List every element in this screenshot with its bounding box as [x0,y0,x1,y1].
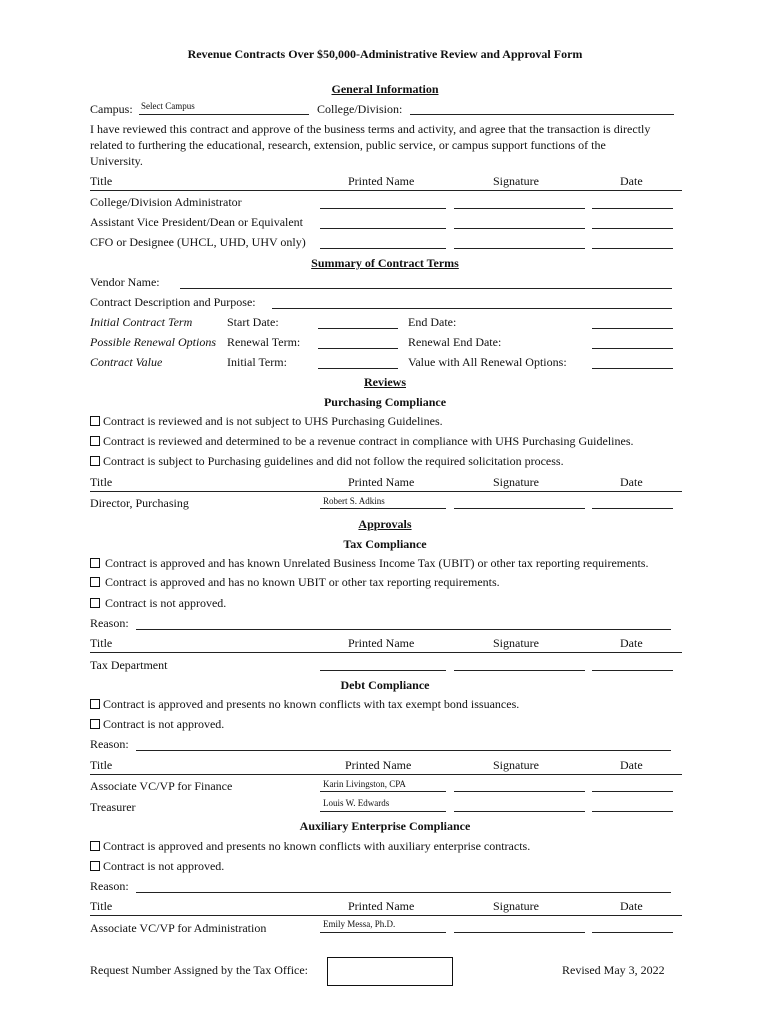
checkbox-label: Contract is approved and has no known UBIT or other tax reporting requirements. [105,575,500,589]
tax-heading: Tax Compliance [343,537,427,551]
checkbox-label: Contract is not approved. [103,859,225,873]
initial-term-value-field[interactable] [318,368,398,369]
value-all-label: Value with All Renewal Options: [408,355,567,369]
signature-field[interactable] [454,932,585,933]
date-field[interactable] [592,248,673,249]
date-field[interactable] [592,811,673,812]
renewal-options-label: Possible Renewal Options [90,335,216,349]
form-title: Revenue Contracts Over $50,000-Administrative Review and Approval Form [187,47,583,61]
checkbox-label: Contract is reviewed and is not subject to UHS Purchasing Guidelines. [103,414,443,428]
row-title: CFO or Designee (UHCL, UHD, UHV only) [90,235,306,249]
reason-field[interactable] [136,629,671,630]
date-field[interactable] [592,228,673,229]
statement-line-2: related to furthering the educational, research, extension, public service, or campus support functions of the [90,138,606,152]
row-title: Associate VC/VP for Finance [90,779,233,793]
campus-label: Campus: [90,102,133,116]
general-heading: General Information [331,82,439,96]
date-field[interactable] [592,932,673,933]
printed-name-field[interactable] [320,932,446,933]
col-signature-header: Signature [493,899,539,913]
statement-line-3: University. [90,154,143,168]
printed-name-field[interactable] [320,208,446,209]
row-title: College/Division Administrator [90,195,242,209]
printed-name-field[interactable] [320,508,446,509]
col-signature-header: Signature [493,758,539,772]
col-date-header: Date [620,636,643,650]
reason-label: Reason: [90,737,129,751]
summary-heading: Summary of Contract Terms [311,256,459,270]
col-date-header: Date [620,899,643,913]
printed-name-field[interactable] [320,670,446,671]
printed-name-field[interactable] [320,811,446,812]
row-title: Director, Purchasing [90,496,189,510]
campus-select[interactable]: Select Campus [141,101,195,111]
date-field[interactable] [592,670,673,671]
header-rule [90,491,682,492]
col-title-header: Title [90,899,113,913]
request-number-input[interactable] [327,957,453,986]
end-date-label: End Date: [408,315,457,329]
checkbox[interactable] [90,456,100,466]
checkbox[interactable] [90,861,100,871]
printed-name-value: Louis W. Edwards [323,798,390,808]
col-title-header: Title [90,636,113,650]
vendor-field[interactable] [180,288,672,289]
col-printed-header: Printed Name [348,174,415,188]
start-date-field[interactable] [318,328,398,329]
initial-term-label: Initial Contract Term [90,315,193,329]
checkbox[interactable] [90,841,100,851]
description-field[interactable] [272,308,672,309]
col-signature-header: Signature [493,174,539,188]
value-all-field[interactable] [592,368,673,369]
signature-field[interactable] [454,670,585,671]
printed-name-value: Karin Livingston, CPA [323,779,406,789]
checkbox[interactable] [90,598,100,608]
date-field[interactable] [592,508,673,509]
signature-field[interactable] [454,248,585,249]
checkbox[interactable] [90,436,100,446]
checkbox[interactable] [90,558,100,568]
col-title-header: Title [90,475,113,489]
debt-heading: Debt Compliance [340,678,430,692]
approvals-heading: Approvals [358,517,412,531]
vendor-label: Vendor Name: [90,275,160,289]
printed-name-value: Emily Messa, Ph.D. [323,919,396,929]
header-rule [90,652,682,653]
statement-line-1: I have reviewed this contract and approve of the business terms and activity, and agree that the transaction is directly [90,122,651,136]
header-rule [90,915,682,916]
row-title: Tax Department [90,658,168,672]
initial-term-value-label: Initial Term: [227,355,287,369]
reason-field[interactable] [136,750,671,751]
printed-name-field[interactable] [320,228,446,229]
signature-field[interactable] [454,791,585,792]
col-date-header: Date [620,475,643,489]
row-title: Associate VC/VP for Administration [90,921,267,935]
col-printed-header: Printed Name [345,758,412,772]
col-date-header: Date [620,174,643,188]
start-date-label: Start Date: [227,315,279,329]
date-field[interactable] [592,791,673,792]
checkbox[interactable] [90,719,100,729]
col-date-header: Date [620,758,643,772]
signature-field[interactable] [454,228,585,229]
checkbox-label: Contract is reviewed and determined to be a revenue contract in compliance with UHS Purchasing Guidelines. [103,434,634,448]
header-rule [90,774,682,775]
col-printed-header: Printed Name [348,475,415,489]
col-printed-header: Printed Name [348,899,415,913]
checkbox-label: Contract is approved and has known Unrelated Business Income Tax (UBIT) or other tax reporting requirements. [105,556,649,570]
description-label: Contract Description and Purpose: [90,295,256,309]
campus-field-line [139,114,309,115]
purchasing-heading: Purchasing Compliance [323,395,447,409]
col-signature-header: Signature [493,475,539,489]
checkbox[interactable] [90,416,100,426]
revised-date: Revised May 3, 2022 [562,963,665,977]
checkbox[interactable] [90,577,100,587]
contract-value-label: Contract Value [90,355,163,369]
reason-field[interactable] [136,892,671,893]
date-field[interactable] [592,208,673,209]
reason-label: Reason: [90,879,129,893]
renewal-term-field[interactable] [318,348,398,349]
reason-label: Reason: [90,616,129,630]
request-number-label: Request Number Assigned by the Tax Office: [90,963,309,977]
signature-field[interactable] [454,811,585,812]
reviews-heading: Reviews [364,375,406,389]
col-title-header: Title [90,758,113,772]
checkbox[interactable] [90,699,100,709]
printed-name-field[interactable] [320,248,446,249]
printed-name-value: Robert S. Adkins [323,496,385,506]
row-title: Treasurer [90,800,136,814]
header-rule [90,190,682,191]
checkbox-label: Contract is not approved. [105,596,227,610]
col-title-header: Title [90,174,113,188]
college-field[interactable] [410,114,674,115]
renewal-term-label: Renewal Term: [227,335,301,349]
col-signature-header: Signature [493,636,539,650]
college-label: College/Division: [317,102,403,116]
checkbox-label: Contract is subject to Purchasing guidelines and did not follow the required solicitation process. [103,454,564,468]
checkbox-label: Contract is approved and presents no known conflicts with tax exempt bond issuances. [103,697,520,711]
printed-name-field[interactable] [320,791,446,792]
checkbox-label: Contract is not approved. [103,717,225,731]
col-printed-header: Printed Name [348,636,415,650]
renewal-end-label: Renewal End Date: [408,335,502,349]
auxiliary-heading: Auxiliary Enterprise Compliance [299,819,471,833]
end-date-field[interactable] [592,328,673,329]
signature-field[interactable] [454,208,585,209]
signature-field[interactable] [454,508,585,509]
checkbox-label: Contract is approved and presents no known conflicts with auxiliary enterprise contracts. [103,839,531,853]
row-title: Assistant Vice President/Dean or Equivalent [90,215,304,229]
renewal-end-field[interactable] [592,348,673,349]
